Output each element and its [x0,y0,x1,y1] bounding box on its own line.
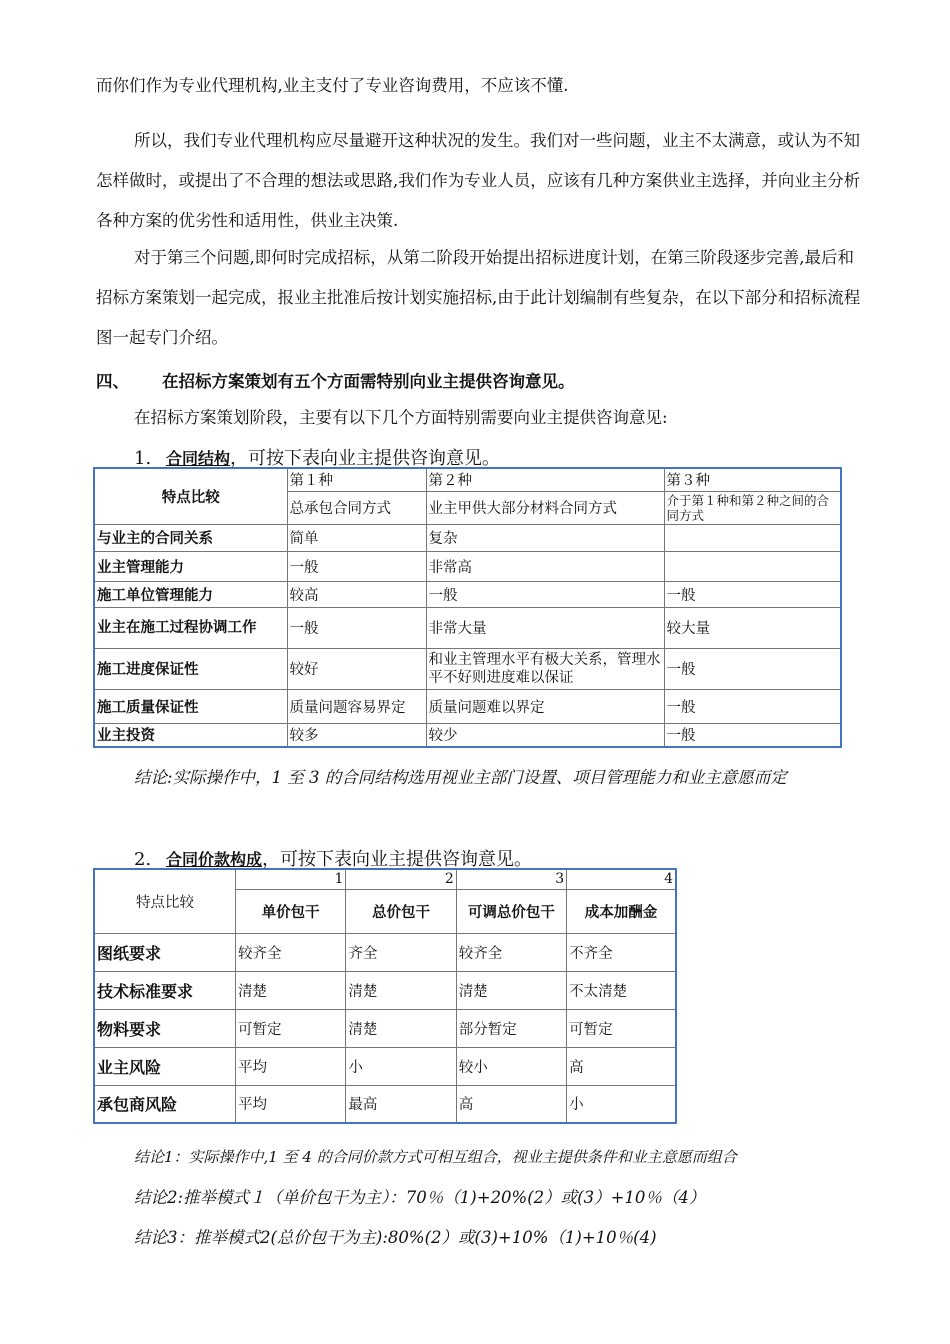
table-cell [664,524,841,551]
table-cell: 高 [456,1085,566,1123]
table-row [94,524,841,551]
table-cell: 较多 [287,723,426,747]
table-cell: 小 [567,1085,676,1123]
column-name-header: 介于第１种和第２种之间的合同方式 [664,491,841,524]
table-row [94,689,841,723]
item-text: ，可按下表向业主提供咨询意见。 [262,849,533,870]
row-label: 业主风险 [94,1047,235,1085]
table-cell: 一般 [664,689,841,723]
column-name-header: 单价包干 [235,889,345,933]
item-title: 合同结构 [166,449,231,468]
paragraph-3: 对于第三个问题,即何时完成招标，从第二阶段开始提出招标进度计划，在第三阶段逐步完善,最后和招标方案策划一起完成，报业主批准后按计划实施招标,由于此计划编制有些复杂，在以下部分和招标流程图一起专门介绍。 [96,248,861,347]
item-number: 1. [134,448,152,469]
column-name-header: 可调总价包干 [456,889,566,933]
table-row [94,648,841,689]
contract-price-table [93,868,677,1124]
paragraph-4: 在招标方案策划阶段，主要有以下几个方面特别需要向业主提供咨询意见: [134,408,668,427]
table-cell: 非常大量 [426,607,664,648]
conclusion-2-2: 结论2:推举模式１（单价包干为主）：70％（1)+20%(2）或(3）+10％（4） [134,1188,706,1207]
row-label: 施工进度保证性 [94,648,287,689]
column-number-header: 第１种 [287,468,426,491]
row-label: 物料要求 [94,1009,235,1047]
row-label: 图纸要求 [94,933,235,971]
table-row [94,723,841,747]
table-cell: 可暂定 [235,1009,345,1047]
column-number-header: 1 [235,869,345,889]
conclusion-1: 结论:实际操作中，1 至 3 的合同结构选用视业主部门设置、项目管理能力和业主意愿而定 [134,768,787,787]
row-label: 施工单位管理能力 [94,581,287,607]
row-label: 业主管理能力 [94,551,287,581]
column-name-header: 总价包干 [346,889,456,933]
table-cell: 质量问题容易界定 [287,689,426,723]
table-cell: 高 [567,1047,676,1085]
column-number-header: 2 [346,869,456,889]
table-cell: 较高 [287,581,426,607]
table-cell: 较大量 [664,607,841,648]
table-cell: 一般 [287,551,426,581]
conclusion-2-1: 结论1：实际操作中,1 至 4 的合同价款方式可相互组合，视业主提供条件和业主意愿而组合 [134,1148,737,1166]
table-cell: 较好 [287,648,426,689]
table-cell: 一般 [287,607,426,648]
contract-structure-table [93,467,842,748]
row-label: 业主在施工过程协调工作 [94,607,287,648]
table-cell: 清楚 [346,971,456,1009]
table-row [94,551,841,581]
paragraph-1: 而你们作为专业代理机构,业主支付了专业咨询费用，不应该不懂. [96,76,569,95]
table-cell: 复杂 [426,524,664,551]
table-cell: 齐全 [346,933,456,971]
section-number: 四、 [96,372,129,391]
table-cell: 一般 [664,581,841,607]
table-row [94,1047,676,1085]
table-cell: 一般 [664,723,841,747]
table-row [94,933,676,971]
table-cell: 不太清楚 [567,971,676,1009]
table-cell: 简单 [287,524,426,551]
column-number-header: 第２种 [426,468,664,491]
item-title: 合同价款构成 [166,850,263,869]
table-cell: 平均 [235,1085,345,1123]
table-corner-header: 特点比较 [94,468,287,524]
table-cell: 非常高 [426,551,664,581]
column-number-header: 第３种 [664,468,841,491]
table-row [94,971,676,1009]
conclusion-2-3: 结论3：推举模式2(总价包干为主):80%(2）或(3)+10%（1)+10％(4) [134,1228,657,1247]
table-cell: 小 [346,1047,456,1085]
table-cell: 最高 [346,1085,456,1123]
table-cell: 质量问题难以界定 [426,689,664,723]
row-label: 业主投资 [94,723,287,747]
table-cell: 清楚 [235,971,345,1009]
table-cell: 较齐全 [235,933,345,971]
table-row [94,581,841,607]
table-cell: 不齐全 [567,933,676,971]
item-text: ，可按下表向业主提供咨询意见。 [230,448,501,469]
table-cell: 较齐全 [456,933,566,971]
row-label: 承包商风险 [94,1085,235,1123]
table-cell: 一般 [664,648,841,689]
section-heading-4 [96,368,575,392]
row-label: 技术标准要求 [94,971,235,1009]
table-corner-header: 特点比较 [94,869,235,933]
column-name-header: 总承包合同方式 [287,491,426,524]
table-row [94,1009,676,1047]
table-cell: 平均 [235,1047,345,1085]
item-number: 2. [134,849,152,870]
column-name-header: 业主甲供大部分材料合同方式 [426,491,664,524]
table-cell: 较小 [456,1047,566,1085]
column-number-header: 4 [567,869,676,889]
table-cell: 部分暂定 [456,1009,566,1047]
row-label: 与业主的合同关系 [94,524,287,551]
table-row [94,607,841,648]
paragraph-2: 所以，我们专业代理机构应尽量避开这种状况的发生。我们对一些问题，业主不太满意，或认为不知怎样做时，或提出了不合理的想法或思路,我们作为专业人员，应该有几种方案供业主选择，并向业主分析各种方案的优劣性和适用性，供业主决策. [96,131,861,230]
table-cell [664,551,841,581]
table-cell: 清楚 [346,1009,456,1047]
section-title: 在招标方案策划有五个方面需特别向业主提供咨询意见。 [162,372,575,391]
row-label: 施工质量保证性 [94,689,287,723]
table-cell: 一般 [426,581,664,607]
table-cell: 清楚 [456,971,566,1009]
table-cell: 可暂定 [567,1009,676,1047]
column-number-header: 3 [456,869,566,889]
column-name-header: 成本加酬金 [567,889,676,933]
table-cell: 和业主管理水平有极大关系，管理水平不好则进度难以保证 [426,648,664,689]
table-cell: 较少 [426,723,664,747]
table-row [94,1085,676,1123]
